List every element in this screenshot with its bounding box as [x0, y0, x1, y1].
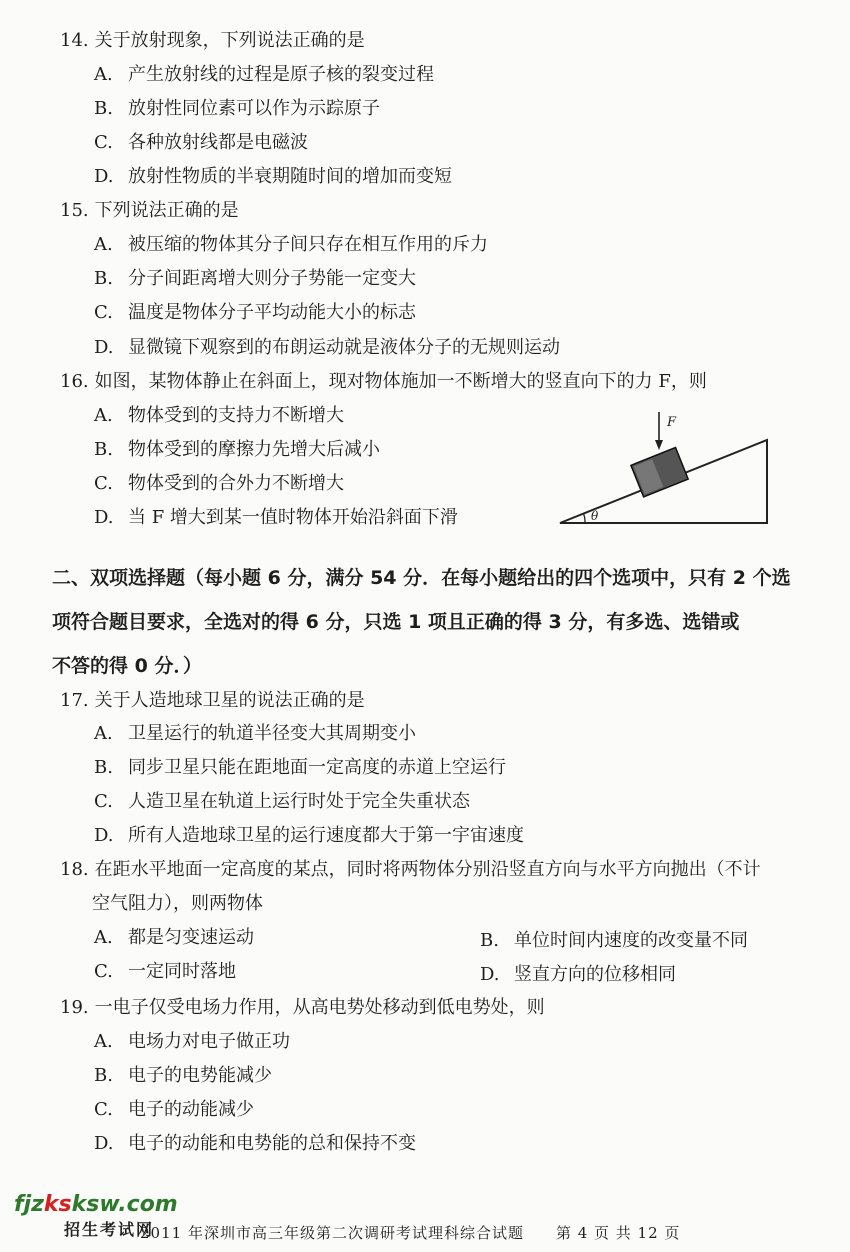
question-16 [60, 371, 707, 393]
question-stem: 关于人造地球卫星的说法正确的是 [94, 690, 365, 711]
q17-option-d: D. 所有人造地球卫星的运行速度都大于第一宇宙速度 [94, 825, 524, 846]
q18-option-a: A. 都是匀变速运动 [94, 927, 254, 948]
angle-arc [584, 514, 586, 524]
q14-option-b: B. 放射性同位素可以作为示踪原子 [94, 98, 380, 119]
q16-option-d: D. 当 F 增大到某一值时物体开始沿斜面下滑 [94, 507, 458, 528]
question-number: 14. [60, 30, 89, 51]
question-stem: 在距水平地面一定高度的某点，同时将两物体分别沿竖直方向与水平方向抛出（不计 [94, 859, 761, 880]
force-label: F [667, 415, 677, 430]
watermark-brand: fjzksksw.com [14, 1192, 178, 1217]
force-arrow-head [655, 440, 663, 450]
question-15 [60, 200, 239, 222]
q14-option-a: A. 产生放射线的过程是原子核的裂变过程 [94, 64, 434, 85]
q17-option-b: B. 同步卫星只能在距地面一定高度的赤道上空运行 [94, 757, 506, 778]
question-19 [60, 997, 545, 1019]
question-17 [60, 690, 365, 712]
q15-option-a: A. 被压缩的物体其分子间只存在相互作用的斥力 [94, 234, 488, 255]
section-2-heading [52, 556, 832, 688]
question-18-stem-continued: 空气阻力），则两物体 [92, 893, 263, 914]
question-stem: 一电子仅受电场力作用，从高电势处移动到低电势处，则 [94, 997, 545, 1018]
question-18 [60, 859, 761, 881]
q18-option-d: D. 竖直方向的位移相同 [480, 964, 676, 985]
q17-option-c: C. 人造卫星在轨道上运行时处于完全失重状态 [94, 791, 470, 812]
q15-option-c: C. 温度是物体分子平均动能大小的标志 [94, 302, 416, 323]
q15-option-b: B. 分子间距离增大则分子势能一定变大 [94, 268, 416, 289]
question-stem: 下列说法正确的是 [94, 200, 239, 221]
q16-option-a: A. 物体受到的支持力不断增大 [94, 405, 344, 426]
question-number: 16. [60, 371, 89, 392]
question-stem: 如图，某物体静止在斜面上，现对物体施加一不断增大的竖直向下的力 F，则 [94, 371, 707, 392]
question-14 [60, 30, 365, 52]
question-number: 17. [60, 690, 89, 711]
question-stem: 关于放射现象，下列说法正确的是 [94, 30, 365, 51]
section-2-line-2: 项符合题目要求，全选对的得 6 分，只选 1 项且正确的得 3 分，有多选、选错或 [52, 611, 740, 633]
q15-option-d: D. 显微镜下观察到的布朗运动就是液体分子的无规则运动 [94, 337, 560, 358]
block [631, 447, 688, 496]
q19-option-d: D. 电子的动能和电势能的总和保持不变 [94, 1133, 416, 1154]
q19-option-b: B. 电子的电势能减少 [94, 1065, 272, 1086]
q16-option-c: C. 物体受到的合外力不断增大 [94, 473, 344, 494]
page-footer: 2011 年深圳市高三年级第二次调研考试理科综合试题 第 4 页 共 12 页 [140, 1224, 681, 1242]
q17-option-a: A. 卫星运行的轨道半径变大其周期变小 [94, 723, 416, 744]
question-number: 19. [60, 997, 89, 1018]
question-number: 18. [60, 859, 89, 880]
section-2-line-3: 不答的得 0 分．） [52, 655, 202, 677]
q14-option-d: D. 放射性物质的半衰期随时间的增加而变短 [94, 166, 452, 187]
q19-option-c: C. 电子的动能减少 [94, 1099, 254, 1120]
angle-label: θ [591, 509, 599, 523]
question-number: 15. [60, 200, 89, 221]
q18-option-b: B. 单位时间内速度的改变量不同 [480, 930, 748, 951]
q14-option-c: C. 各种放射线都是电磁波 [94, 132, 308, 153]
section-2-line-1: 二、双项选择题（每小题 6 分，满分 54 分．在每小题给出的四个选项中，只有 2 个选 [52, 567, 791, 589]
q18-option-c: C. 一定同时落地 [94, 961, 236, 982]
incline-diagram [555, 410, 775, 530]
q16-option-b: B. 物体受到的摩擦力先增大后减小 [94, 439, 380, 460]
q19-option-a: A. 电场力对电子做正功 [94, 1031, 290, 1052]
watermark-subtitle: 招生考试网 [64, 1220, 155, 1239]
